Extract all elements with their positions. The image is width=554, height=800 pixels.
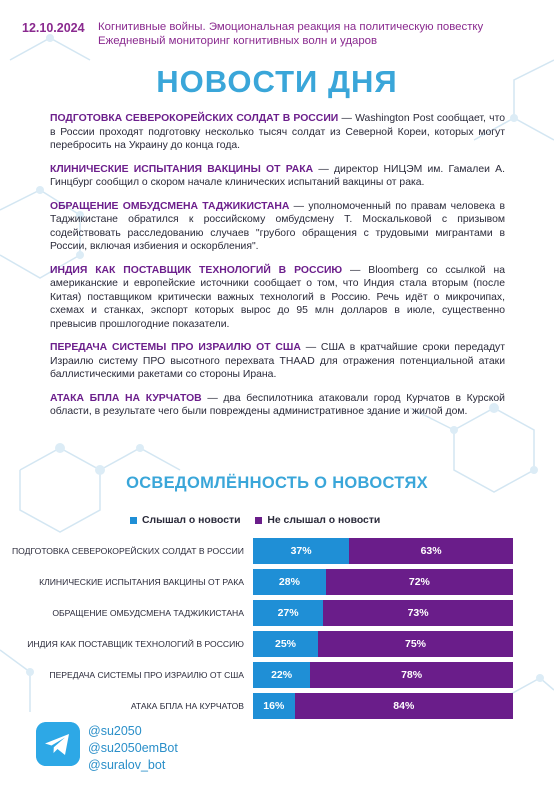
category-label: КЛИНИЧЕСКИЕ ИСПЫТАНИЯ ВАКЦИНЫ ОТ РАКА — [39, 577, 244, 587]
stacked-bar — [253, 631, 513, 657]
data-label: 28% — [278, 576, 300, 588]
chart-row — [0, 662, 554, 688]
bar-segment-not-heard — [318, 631, 513, 657]
chart-row — [0, 569, 554, 595]
bar-segment-heard — [253, 631, 318, 657]
handle-link[interactable]: @su2050 — [88, 724, 142, 738]
news-text: — директор НИЦЭМ им. Гамалеи А. Гинцбург сообщил о скором начале клинических испытаний вакцины от рака. — [50, 163, 505, 188]
chart-row — [0, 693, 554, 719]
stacked-bar — [253, 538, 513, 564]
page-title: НОВОСТИ ДНЯ — [156, 64, 398, 99]
legend-label: Не слышал о новости — [267, 515, 381, 526]
chart-row — [0, 600, 554, 626]
header-date: 12.10.2024 — [22, 21, 85, 35]
news-item — [50, 200, 505, 254]
legend-item-heard — [130, 515, 240, 526]
news-item — [50, 163, 505, 190]
data-label: 75% — [404, 638, 426, 650]
chart-row — [0, 538, 554, 564]
news-text: — Washington Post сообщает, что в России проходят подготовку несколько тысяч солдат из Северной Кореи, которых могут перебросить на Украину до конца года. — [50, 113, 505, 151]
header-subtitle — [98, 20, 538, 48]
data-label: 73% — [407, 607, 429, 619]
data-label: 84% — [393, 700, 415, 712]
news-headline: ПОДГОТОВКА СЕВЕРОКОРЕЙСКИХ СОЛДАТ В РОССИИ — [50, 113, 339, 124]
category-label: АТАКА БПЛА НА КУРЧАТОВ — [130, 701, 244, 711]
telegram-handles — [88, 723, 178, 774]
handle-link[interactable]: @suralov_bot — [88, 758, 166, 772]
data-label: 27% — [277, 607, 299, 619]
bar-segment-heard — [253, 600, 323, 626]
news-text: — США в кратчайшие сроки передадут Израилю систему ПРО высотного перехвата THAAD для отражения потенциальной атаки баллистическими ракетами со стороны Ирана. — [50, 342, 505, 380]
data-label: 72% — [408, 576, 430, 588]
data-label: 25% — [274, 638, 296, 650]
bar-segment-not-heard — [310, 662, 513, 688]
news-list — [50, 112, 505, 429]
news-item — [50, 112, 505, 153]
legend-item-not-heard — [255, 515, 380, 526]
bar-segment-not-heard — [323, 600, 513, 626]
bar-segment-not-heard — [326, 569, 513, 595]
news-item — [50, 392, 505, 419]
news-text: — Bloomberg со ссылкой на американские и европейские источники сообщает о том, что Индия стала вторым (после Китая) поставщиком критически важных технологий в Россию. Речь идёт о микрочипах, схемах и станках, экспорт которых вырос до 95 млн долларов в июле, существенно превысив прошлогодние показатели. — [50, 264, 505, 330]
header — [0, 14, 554, 54]
stacked-bar — [253, 662, 513, 688]
stacked-bar — [253, 569, 513, 595]
news-headline: КЛИНИЧЕСКИЕ ИСПЫТАНИЯ ВАКЦИНЫ ОТ РАКА — [50, 163, 314, 175]
news-text: — два беспилотника атаковали город Курчатов в Курской области, в результате чего были повреждены административное здание и жилой дом. — [50, 392, 505, 417]
stacked-bar — [253, 693, 513, 719]
category-label: ПЕРЕДАЧА СИСТЕМЫ ПРО ИЗРАИЛЮ ОТ США — [49, 670, 244, 680]
telegram-icon — [36, 722, 80, 766]
stacked-bar — [253, 600, 513, 626]
bar-segment-heard — [253, 662, 310, 688]
bar-segment-heard — [253, 693, 295, 719]
category-label: ПОДГОТОВКА СЕВЕРОКОРЕЙСКИХ СОЛДАТ В РОССИИ — [11, 546, 244, 556]
legend-swatch-not-heard — [255, 517, 262, 524]
bar-segment-heard — [253, 538, 349, 564]
news-text: — уполномоченный по правам человека в Таджикистане обратился к российскому омбудсмену Т. Москальковой с призывом содействовать расследованию случаев "грубого обращения с трудовыми мигрантами в России, включая избиения и оскорбления". — [50, 200, 505, 252]
legend-label: Слышал о новости — [142, 515, 241, 526]
news-headline: ОБРАЩЕНИЕ ОМБУДСМЕНА ТАДЖИКИСТАНА — [50, 200, 290, 212]
data-label: 63% — [420, 545, 442, 557]
legend-swatch-heard — [130, 517, 137, 524]
data-label: 22% — [271, 669, 293, 681]
news-item — [50, 341, 505, 382]
news-headline: ИНДИЯ КАК ПОСТАВЩИК ТЕХНОЛОГИЙ В РОССИЮ — [50, 264, 343, 276]
header-subtitle-line2: Ежедневный мониторинг когнитивных волн и ударов — [98, 35, 378, 47]
header-subtitle-line1: Когнитивные войны. Эмоциональная реакция на политическую повестку — [98, 21, 484, 33]
awareness-title: ОСВЕДОМЛЁННОСТЬ О НОВОСТЯХ — [126, 474, 428, 492]
handle-link[interactable]: @su2050emBot — [88, 741, 178, 755]
news-headline: АТАКА БПЛА НА КУРЧАТОВ — [50, 392, 202, 404]
bar-segment-not-heard — [349, 538, 513, 564]
bar-segment-heard — [253, 569, 326, 595]
chart-row — [0, 631, 554, 657]
data-label: 16% — [263, 700, 285, 712]
bar-segment-not-heard — [295, 693, 513, 719]
data-label: 78% — [401, 669, 423, 681]
category-label: ИНДИЯ КАК ПОСТАВЩИК ТЕХНОЛОГИЙ В РОССИЮ — [27, 639, 244, 649]
category-label: ОБРАЩЕНИЕ ОМБУДСМЕНА ТАДЖИКИСТАНА — [52, 608, 244, 618]
data-label: 37% — [290, 545, 312, 557]
chart-legend — [130, 515, 550, 527]
news-item — [50, 264, 505, 332]
news-headline: ПЕРЕДАЧА СИСТЕМЫ ПРО ИЗРАИЛЮ ОТ США — [50, 342, 301, 353]
